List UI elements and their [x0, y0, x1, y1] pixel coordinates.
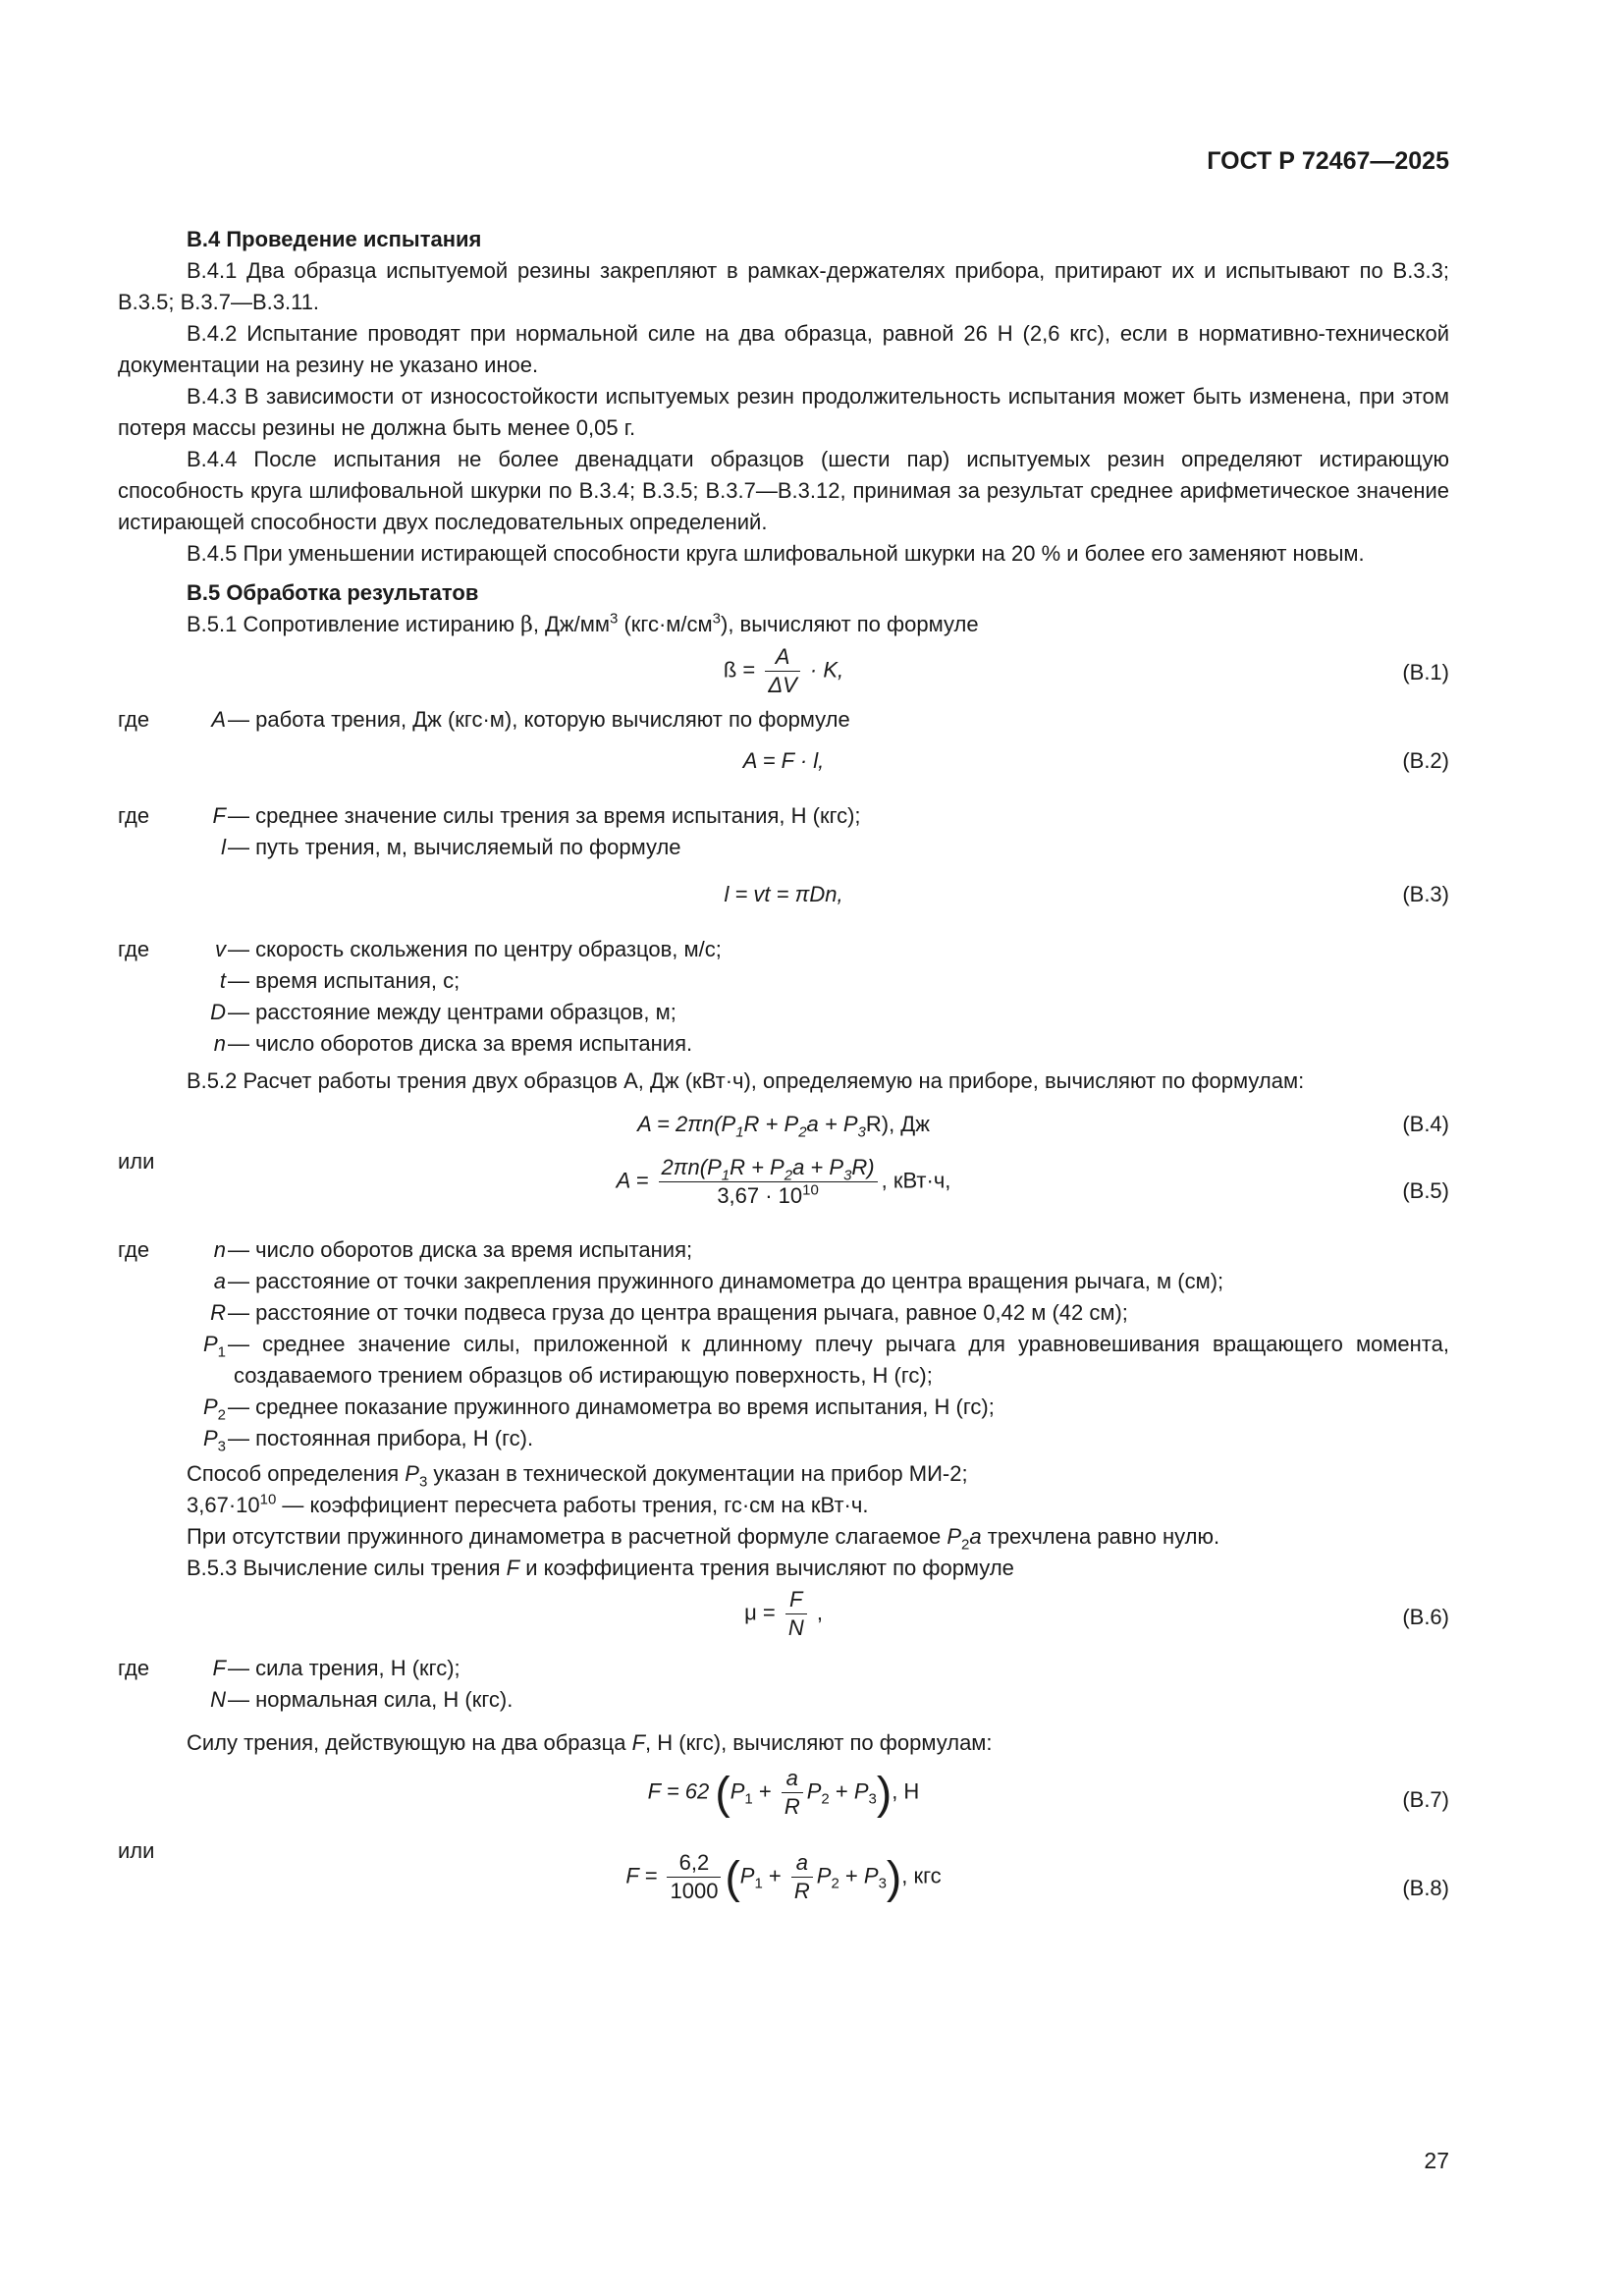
formula-b2: A = F · l, (В.2)	[118, 736, 1449, 785]
where-list-5	[118, 1653, 1449, 1716]
where-lead	[118, 1028, 187, 1060]
para-b5-2: В.5.2 Расчет работы трения двух образцов А, Дж (кВт·ч), определяемую на приборе, вычисляют по формулам:	[187, 1068, 1305, 1093]
where-definition: — скорость скольжения по центру образцов, м/с;	[228, 937, 722, 961]
where-symbol: t	[219, 968, 226, 993]
where-definition: — среднее значение силы, приложенной к длинному плечу рычага для уравновешивания вращающего момента, создаваемого трением образцов об истирающую поверхность, Н (гс);	[228, 1332, 1449, 1388]
where-lead: где	[118, 803, 150, 828]
formula-number-b7: (В.7)	[1402, 1787, 1449, 1812]
where-definition: — нормальная сила, Н (кгс).	[228, 1687, 514, 1712]
where-list-4	[118, 1234, 1449, 1454]
where-lead: где	[118, 1237, 150, 1262]
formula-number-b4: (В.4)	[1402, 1112, 1449, 1136]
section-heading-b4: В.4 Проведение испытания	[187, 227, 482, 251]
formula-b5: или A = $\frac{2\pi n(P_1R + P_2a + P_3R)}{3,67 \cdot 10^{10}}$ , кВт·ч, (В.5)	[118, 1146, 1449, 1211]
para-b4-5: В.4.5 При уменьшении истирающей способности круга шлифовальной шкурки на 20 % и более его заменяют новым.	[187, 541, 1365, 566]
where-symbol: n	[213, 1031, 226, 1056]
note-coefficient: $3,67\cdot 10^{10}$ — коэффициент пересчета работы трения, гс·см на кВт·ч.	[187, 1491, 869, 1517]
page-number: 27	[1424, 2148, 1449, 2173]
formula-b4: $A = 2\pi n(P_1R + P_2a + P_3R)$, Дж (В.4)	[118, 1097, 1449, 1146]
formula-number-b5: (В.5)	[1402, 1178, 1449, 1203]
para-b4-1: В.4.1 Два образца испытуемой резины закрепляют в рамках-держателях прибора, притирают их и испытывают по В.3.3; В.3.5; В.3.7—В.3.11.	[118, 258, 1449, 314]
where-symbol: $P_3$	[202, 1426, 226, 1455]
where-lead	[118, 1423, 187, 1454]
para-b5-1: В.5.1 Сопротивление истиранию β, $Дж/мм^3$ $(кгс\cdot м/см^3)$, вычисляют по формуле	[187, 610, 979, 637]
where-definition: — путь трения, м, вычисляемый по формуле	[228, 835, 681, 859]
formula-b1: ß = $\frac{A}{\Delta V}$ · K, (В.1)	[723, 644, 1449, 697]
or-label-1: или	[118, 1149, 155, 1174]
where-definition: — время испытания, с;	[228, 968, 460, 993]
where-symbol: a	[213, 1269, 226, 1293]
where-symbol: $P_1$	[202, 1332, 226, 1361]
where-definition: — сила трения, Н (кгс);	[228, 1656, 460, 1680]
formula-number-b6: (В.6)	[1402, 1605, 1449, 1629]
where-lead	[118, 1392, 187, 1423]
where-symbol: $P_2$	[202, 1394, 226, 1424]
where-symbol: D	[210, 1000, 226, 1024]
where-definition: — расстояние между центрами образцов, м;	[228, 1000, 676, 1024]
where-lead	[118, 997, 187, 1028]
para-b4-4: В.4.4 После испытания не более двенадцати образцов (шести пар) испытуемых резин определяют истирающую способность круга шлифовальной шкурки по В.3.4; В.3.5; В.3.7—В.3.12, принимая за результат среднее арифметическое значение истирающей способности двух последовательных определений.	[118, 447, 1449, 534]
where-definition: — расстояние от точки закрепления пружинного динамометра до центра вращения рычага, м (см);	[228, 1269, 1224, 1293]
where-list-2	[118, 800, 1449, 863]
formula-number-b1: (В.1)	[1402, 660, 1449, 684]
formula-number-b2: (В.2)	[1402, 748, 1449, 773]
where-list-1	[118, 704, 1449, 736]
where-definition: — работа трения, Дж (кгс·м), которую вычисляют по формуле	[228, 707, 850, 732]
where-lead	[118, 1297, 187, 1329]
formula-b8: или F = $\frac{6,2}{1000}$ ($P_1$ + $\frac{a}{R}$ $P_2 + P_3$), кгс (В.8)	[118, 1835, 1449, 1914]
where-definition: — расстояние от точки подвеса груза до центра вращения рычага, равное 0,42 м (42 см);	[228, 1300, 1128, 1325]
or-label-2: или	[118, 1838, 155, 1863]
where-lead: где	[118, 937, 150, 961]
where-symbol: v	[215, 937, 226, 961]
para-b5-3: В.5.3 Вычисление силы трения F и коэффициента трения вычисляют по формуле	[187, 1556, 1014, 1580]
formula-number-b8: (В.8)	[1402, 1876, 1449, 1900]
para-b4-2: В.4.2 Испытание проводят при нормальной силе на два образца, равной 26 Н (2,6 кгс), если в нормативно-технической документации на резину не указано иное.	[118, 321, 1449, 377]
where-symbol: n	[213, 1237, 226, 1262]
para-b5-4: Силу трения, действующую на два образца F, Н (кгс), вычисляют по формулам:	[187, 1730, 993, 1755]
where-definition: — число оборотов диска за время испытания.	[228, 1031, 693, 1056]
standard-id: ГОСТ Р 72467—2025	[1207, 147, 1449, 175]
where-lead	[118, 1329, 187, 1392]
note-p3-method: Способ определения $P_3$ указан в технической документации на прибор МИ-2;	[187, 1461, 968, 1491]
where-symbol: F	[212, 1656, 226, 1680]
where-lead	[118, 832, 187, 863]
formula-number-b3: (В.3)	[1402, 882, 1449, 906]
where-definition: — среднее показание пружинного динамометра во время испытания, Н (гс);	[228, 1394, 995, 1419]
para-b4-3: В.4.3 В зависимости от износостойкости испытуемых резин продолжительность испытания может быть изменена, при этом потеря массы резины не должна быть менее 0,05 г.	[118, 384, 1449, 440]
document-body	[118, 224, 1449, 1914]
where-lead: где	[118, 1656, 150, 1680]
where-symbol: F	[212, 803, 226, 828]
formula-b7: F = 62 ($P_1$ + $\frac{a}{R}$ $P_2 + P_3$), Н (В.7)	[647, 1766, 1449, 1819]
note-no-dynamometer: При отсутствии пружинного динамометра в расчетной формуле слагаемое $P_2a$ трехчлена равно нулю.	[187, 1524, 1220, 1554]
where-definition: — среднее значение силы трения за время испытания, Н (кгс);	[228, 803, 861, 828]
formula-b3: l = vt = πDn, (В.3)	[118, 863, 1449, 924]
section-heading-b5: В.5 Обработка результатов	[187, 580, 479, 605]
where-symbol: A	[211, 707, 226, 732]
where-list-3	[118, 934, 1449, 1060]
where-lead	[118, 1684, 187, 1716]
where-definition: — постоянная прибора, Н (гс).	[228, 1426, 534, 1450]
where-lead	[118, 965, 187, 997]
formula-b6: μ = $\frac{F}{N}$ , (В.6)	[744, 1587, 1449, 1640]
where-definition: — число оборотов диска за время испытания;	[228, 1237, 693, 1262]
where-symbol: N	[210, 1687, 226, 1712]
where-symbol: l	[221, 835, 226, 859]
where-lead: где	[118, 707, 150, 732]
where-symbol: R	[210, 1300, 226, 1325]
where-lead	[118, 1266, 187, 1297]
